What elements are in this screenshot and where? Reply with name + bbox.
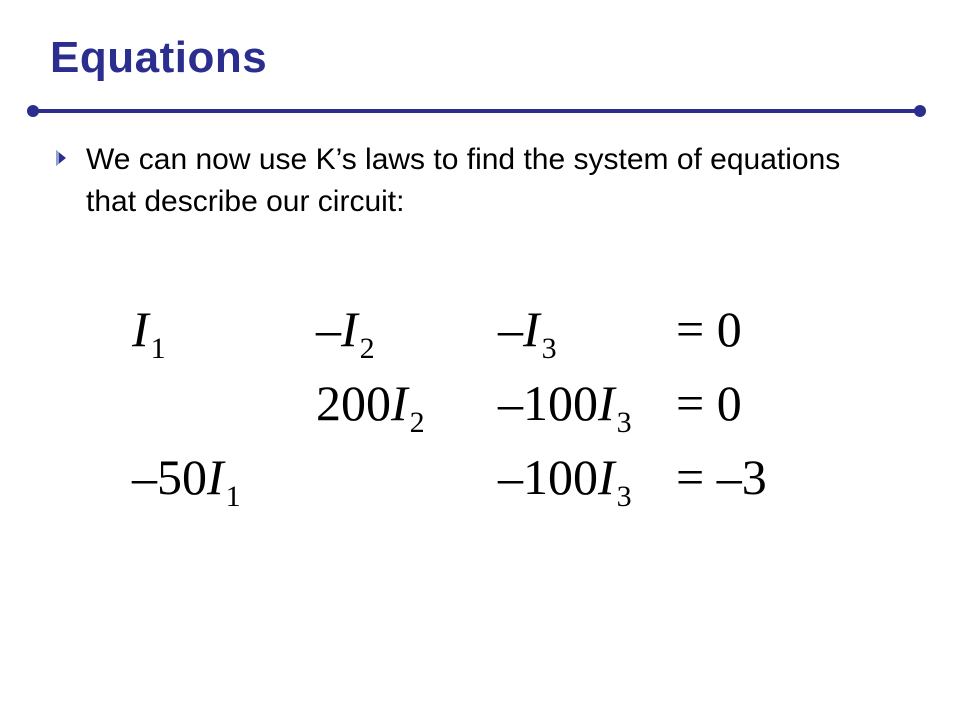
equation-2-rhs: = 0 [676,375,742,431]
equation-1-term-2: $-I_2$ [316,301,375,365]
bullet-text: We can now use K’s laws to find the system of equations that describe our circuit: [86,143,841,218]
equation-3-term-3: $-100I_3$ [498,449,632,513]
equation-1-term-1: $I_1$ [132,301,166,365]
equation-2-term-3: $-100I_3$ [498,375,632,439]
equation-1-rhs: = 0 [676,301,742,357]
equation-1-term-3: $-I_3$ [498,301,557,365]
equation-2-term-2: $200I_2$ [316,375,425,439]
equation-3-rhs: = –3 [676,449,767,505]
slide-title: Equations [50,33,268,82]
equation-3-term-1: $-50I_1$ [132,449,241,513]
